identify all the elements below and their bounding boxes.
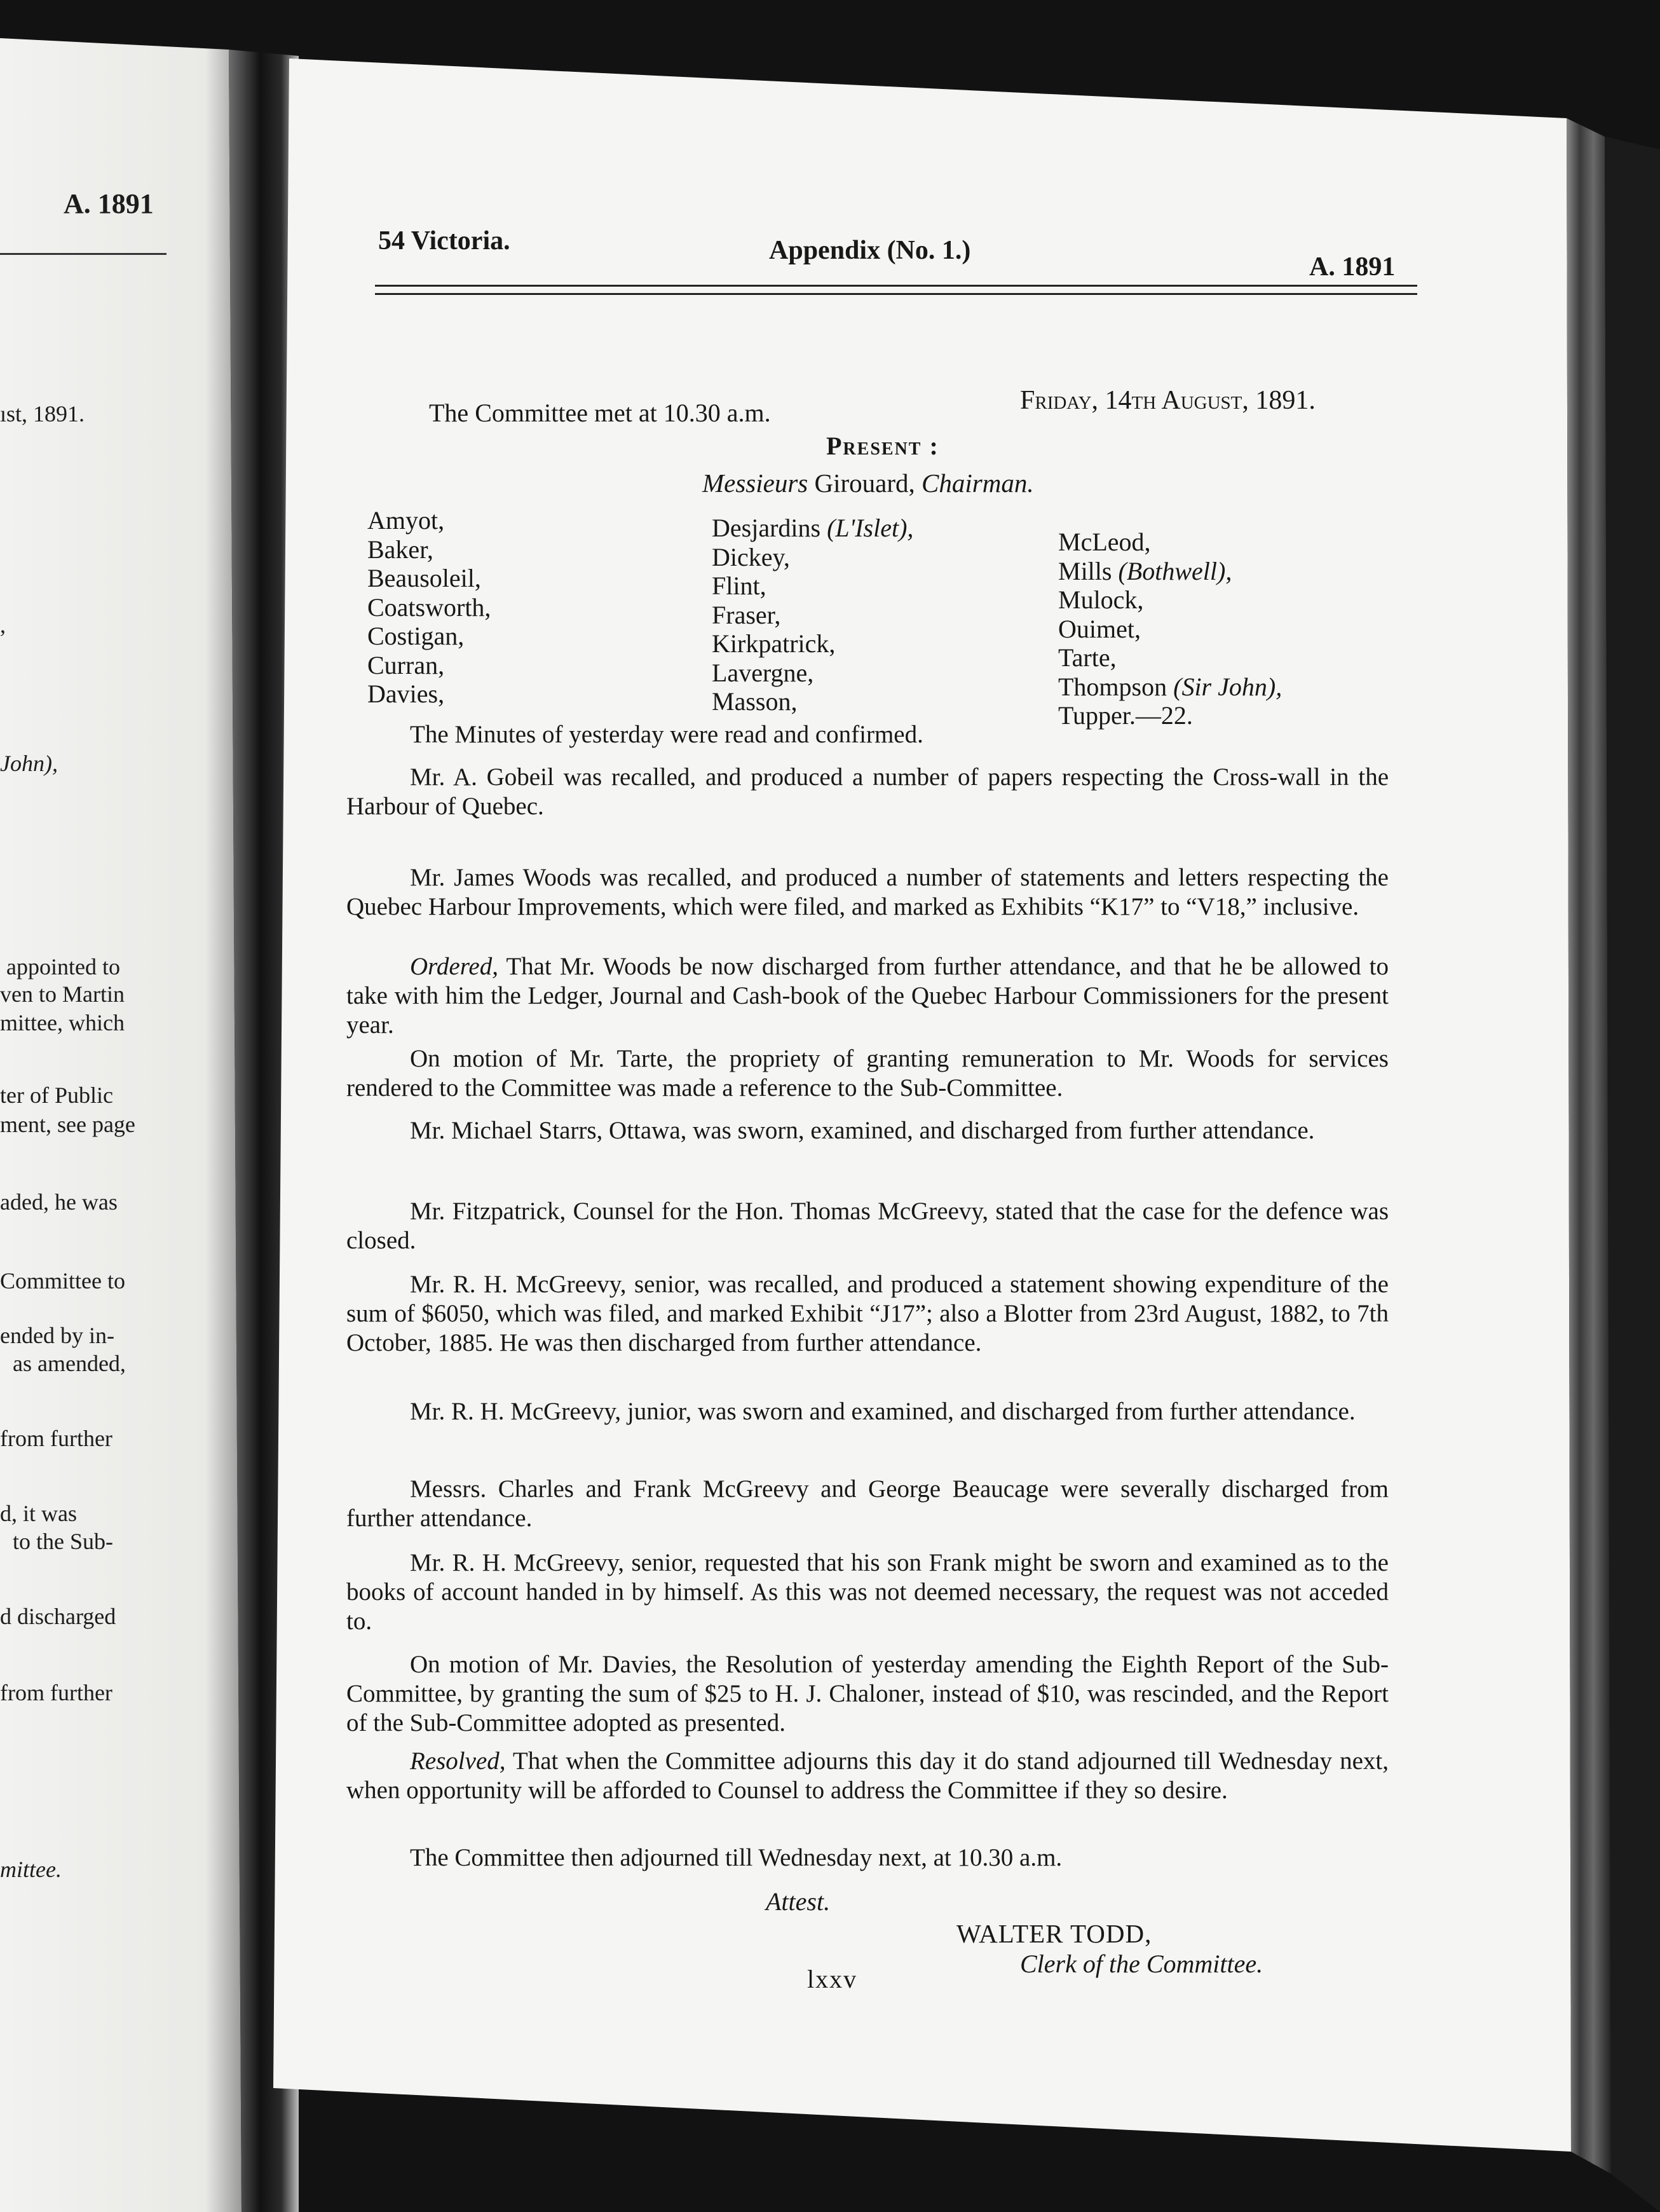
left-page-line: d, it was — [0, 1501, 77, 1526]
member-name: Mulock, — [1058, 585, 1144, 614]
paragraph-lead: Resolved, — [410, 1747, 506, 1775]
minutes-paragraph: On motion of Mr. Tarte, the propriety of granting remuneration to Mr. Woods for services rendered to the Committee was made a reference to the Sub-Committee. — [346, 1045, 1389, 1102]
left-page-line: from further — [0, 1680, 112, 1705]
member-name: Ouimet, — [1058, 614, 1141, 643]
left-page-line: John), — [0, 751, 58, 776]
left-page-line: to the Sub- — [13, 1529, 113, 1554]
meeting-opening: The Committee met at 10.30 a.m. — [429, 399, 771, 427]
member-name: Dickey, — [712, 542, 790, 571]
minutes-paragraph: Mr. R. H. McGreevy, senior, was recalled, and produced a statement showing expenditure of the sum of $6050, which was filed, and marked Exhibit “J17”; also a Blotter from 23rd August, 1882, to 7th October, 1885. He was then discharged from further attendance. — [346, 1271, 1389, 1356]
member-riding: (Bothwell), — [1118, 556, 1232, 585]
paragraph-text: That Mr. Woods be now discharged from further attendance, and that he be allowed to take with him the Ledger, Journal and Cash-book of the Quebec Harbour Commissioners for the present year. — [346, 953, 1389, 1039]
member-name: Thompson — [1058, 672, 1167, 701]
header-appendix: Appendix (No. 1.) — [769, 236, 971, 265]
member-riding: (L'Islet), — [827, 514, 914, 542]
left-page-line: appointed to — [6, 954, 120, 980]
members-column-3 — [1058, 528, 1282, 730]
chairman-prefix: Messieurs — [702, 468, 808, 498]
member-name: Lavergne, — [712, 658, 814, 687]
left-page-line: d discharged — [0, 1604, 116, 1629]
minutes-paragraph — [346, 1747, 1389, 1805]
member-name: Tupper.—22. — [1058, 701, 1193, 730]
left-page-line: from further — [0, 1426, 112, 1451]
present-heading: Present : — [826, 432, 939, 460]
member-entry — [1058, 557, 1282, 586]
left-page-line: as amended, — [13, 1351, 126, 1376]
member-name: Curran, — [367, 650, 445, 679]
member-name: Desjardins — [712, 514, 821, 542]
minutes-paragraph: Mr. Michael Starrs, Ottawa, was sworn, examined, and discharged from further attendance. — [410, 1117, 1315, 1144]
member-name: Kirkpatrick, — [712, 629, 836, 658]
minutes-paragraph — [346, 952, 1389, 1040]
left-page-line: ıst, 1891. — [0, 401, 85, 427]
attest-label: Attest. — [766, 1887, 831, 1916]
member-entry — [1058, 672, 1282, 702]
left-page-line: ended by in- — [0, 1323, 114, 1348]
paragraph-text: That when the Committee adjourns this day it do stand adjourned till Wednesday next, when opportunity will be afforded to Counsel to address the Committee if they so desire. — [346, 1747, 1389, 1804]
left-page-line: mittee, which — [0, 1010, 125, 1035]
members-column-2 — [712, 514, 913, 716]
minutes-paragraph: Mr. A. Gobeil was recalled, and produced a number of papers respecting the Cross-wall in the Harbour of Quebec. — [346, 763, 1389, 820]
member-name: Coatsworth, — [367, 592, 491, 622]
header-year: A. 1891 — [1309, 252, 1396, 282]
member-name: Baker, — [367, 535, 433, 564]
member-riding: (Sir John), — [1173, 672, 1282, 701]
left-page-rule — [0, 253, 167, 255]
minutes-paragraph: The Minutes of yesterday were read and confirmed. — [410, 721, 923, 748]
member-name: Flint, — [712, 571, 766, 600]
member-name: Tarte, — [1058, 643, 1117, 672]
minutes-paragraph: On motion of Mr. Davies, the Resolution of yesterday amending the Eighth Report of the Sub-Committee, by granting the sum of $25 to H. J. Chaloner, instead of $10, was rescinded, and the Report of the Sub-Committee adopted as presented. — [346, 1651, 1389, 1737]
document-page — [318, 75, 1405, 2134]
left-page-fragment — [0, 0, 242, 2212]
member-entry — [712, 514, 913, 543]
member-name: Beausoleil, — [367, 564, 481, 592]
left-page-line: ment, see page — [0, 1112, 135, 1137]
minutes-paragraph: Mr. R. H. McGreevy, senior, requested that his son Frank might be sworn and examined as to the books of account handed in by himself. As this was not deemed necessary, the request was not acceded to. — [346, 1549, 1389, 1635]
header-rule-bottom — [375, 293, 1417, 295]
minutes-paragraph: The Committee then adjourned till Wednesday next, at 10.30 a.m. — [410, 1844, 1063, 1871]
left-page-line: ven to Martin — [0, 981, 125, 1007]
minutes-paragraph: Mr. R. H. McGreevy, junior, was sworn and examined, and discharged from further attendance. — [410, 1398, 1356, 1425]
signature-name: WALTER TODD, — [956, 1919, 1152, 1948]
chairman-role: Chairman. — [922, 468, 1034, 498]
left-page-line: aded, he was — [0, 1189, 118, 1215]
member-name: Masson, — [712, 687, 798, 716]
member-name: Fraser, — [712, 600, 781, 629]
left-page-line: Committee to — [0, 1268, 125, 1294]
minutes-paragraph: Mr. James Woods was recalled, and produced a number of statements and letters respecting the Quebec Harbour Improvements, which were filed, and marked as Exhibits “K17” to “V18,” inclusive. — [346, 864, 1389, 920]
page-number: lxxv — [807, 1965, 858, 1993]
left-page-year: A. 1891 — [64, 188, 154, 219]
header-rule-top — [375, 285, 1417, 287]
left-page-line: mittee. — [0, 1857, 62, 1882]
member-name: Mills — [1058, 556, 1112, 585]
meeting-date: Friday, 14th August, 1891. — [1020, 386, 1316, 415]
members-column-1 — [367, 506, 491, 709]
header-session: 54 Victoria. — [378, 226, 510, 256]
left-page-line: , — [0, 612, 6, 638]
minutes-paragraph: Messrs. Charles and Frank McGreevy and George Beaucage were severally discharged from further attendance. — [346, 1475, 1389, 1532]
member-name: Davies, — [367, 679, 445, 708]
member-name: Costigan, — [367, 622, 465, 650]
left-page-line: ter of Public — [0, 1082, 113, 1108]
signature-title: Clerk of the Committee. — [1020, 1949, 1263, 1978]
chairman-line — [702, 468, 1034, 498]
member-name: Amyot, — [367, 506, 445, 535]
paragraph-lead: Ordered, — [410, 953, 498, 980]
member-name: McLeod, — [1058, 528, 1151, 556]
chairman-name: Girouard, — [814, 468, 915, 498]
minutes-paragraph: Mr. Fitzpatrick, Counsel for the Hon. Thomas McGreevy, stated that the case for the defence was closed. — [346, 1198, 1389, 1254]
